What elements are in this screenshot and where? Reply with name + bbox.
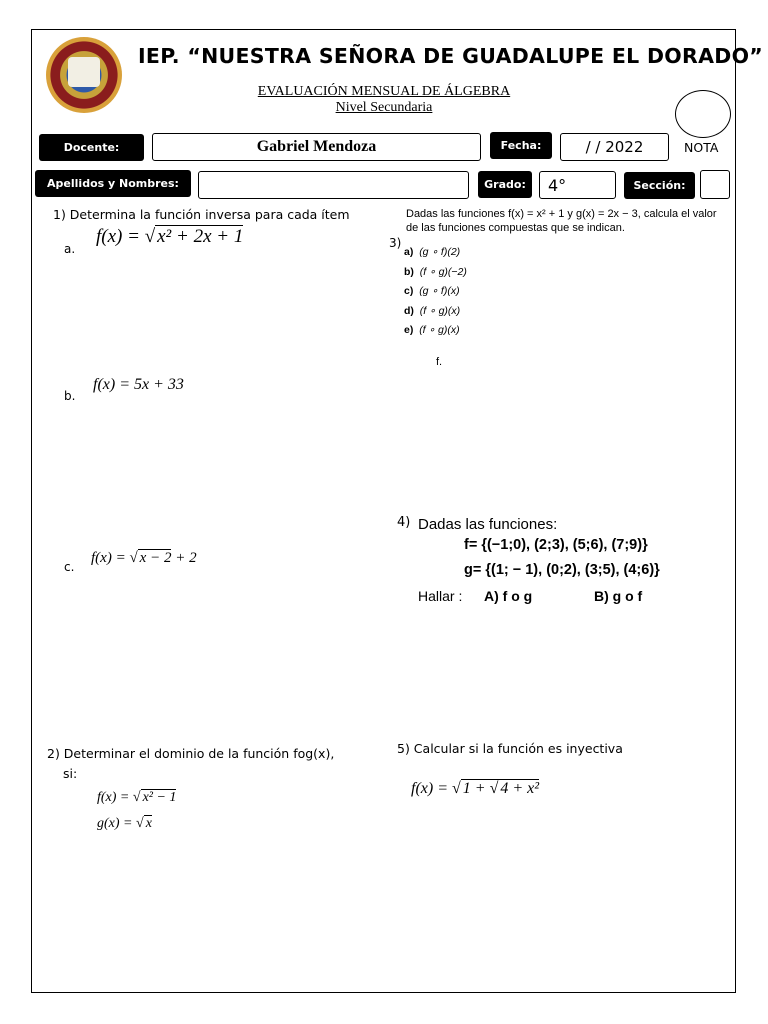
q3-number: 3) (389, 236, 402, 250)
exam-title: EVALUACIÓN MENSUAL DE ÁLGEBRA (257, 84, 511, 99)
q4-f-set: f= {(−1;0), (2;3), (5;6), (7;9)} (464, 537, 648, 553)
seccion-label: Sección: (624, 172, 695, 199)
docente-field[interactable]: Gabriel Mendoza (152, 133, 481, 161)
q1-a-formula: f(x) = √ x² + 2x + 1 (96, 226, 244, 247)
docente-label: Docente: (39, 134, 144, 161)
q2-si: si: (63, 766, 78, 781)
q3-items (404, 246, 467, 344)
q3-item-e: e) (f ∘ g)(x) (404, 324, 460, 336)
q3-intro-line2: de las funciones compuestas que se indican. (406, 222, 625, 234)
q3-item-d: d) (f ∘ g)(x) (404, 304, 461, 317)
exam-level: Nivel Secundaria (335, 100, 433, 115)
q4-g-set: g= {(1; − 1), (0;2), (3;5), (4;6)} (464, 562, 660, 578)
q2-heading: 2) Determinar el dominio de la función fog(x), (47, 746, 335, 761)
q4-option-a: A) f o g (484, 588, 533, 604)
q1-c-formula: f(x) = √ x − 2 + 2 (91, 550, 197, 566)
apellidos-field[interactable] (198, 171, 469, 199)
school-title: IEP. “NUESTRA SEÑORA DE GUADALUPE EL DORADO” (138, 44, 764, 68)
nota-label: NOTA (684, 140, 719, 155)
apellidos-label: Apellidos y Nombres: (35, 170, 191, 197)
fecha-label: Fecha: (490, 132, 552, 159)
fecha-field[interactable]: / / 2022 (560, 133, 669, 161)
nota-circle[interactable] (675, 90, 731, 138)
q2-f-formula: f(x) = √ x² − 1 (97, 790, 177, 805)
q3-item-f: f. (436, 356, 443, 368)
q2-g-formula: g(x) = √ x (97, 816, 152, 831)
q3-intro-line1: Dadas las funciones f(x) = x² + 1 y g(x) = 2x − 3, calcula el valor (406, 208, 717, 220)
q3-item-b: b) (f ∘ g)(−2) (404, 265, 467, 278)
q4-number: 4) (397, 515, 411, 530)
seccion-field[interactable] (700, 170, 730, 199)
q1-heading: 1) Determina la función inversa para cada ítem (53, 207, 350, 222)
grado-label: Grado: (478, 171, 532, 198)
q4-intro: Dadas las funciones: (418, 516, 558, 533)
q3-item-a: a) (g ∘ f)(2) (404, 246, 461, 258)
q4-hallar: Hallar : (418, 588, 463, 604)
q1-c-label: c. (64, 560, 75, 574)
q5-formula: f(x) = √ 1 + √ 4 + x² (411, 780, 540, 797)
q5-heading: 5) Calcular si la función es inyectiva (397, 741, 623, 756)
q1-b-formula: f(x) = 5x + 33 (93, 376, 184, 393)
q1-b-label: b. (64, 389, 76, 403)
q1-a-label: a. (64, 242, 76, 256)
q4-option-b: B) g o f (594, 588, 643, 604)
q3-item-c: c) (g ∘ f)(x) (404, 285, 460, 297)
grado-field[interactable]: 4° (539, 171, 616, 199)
